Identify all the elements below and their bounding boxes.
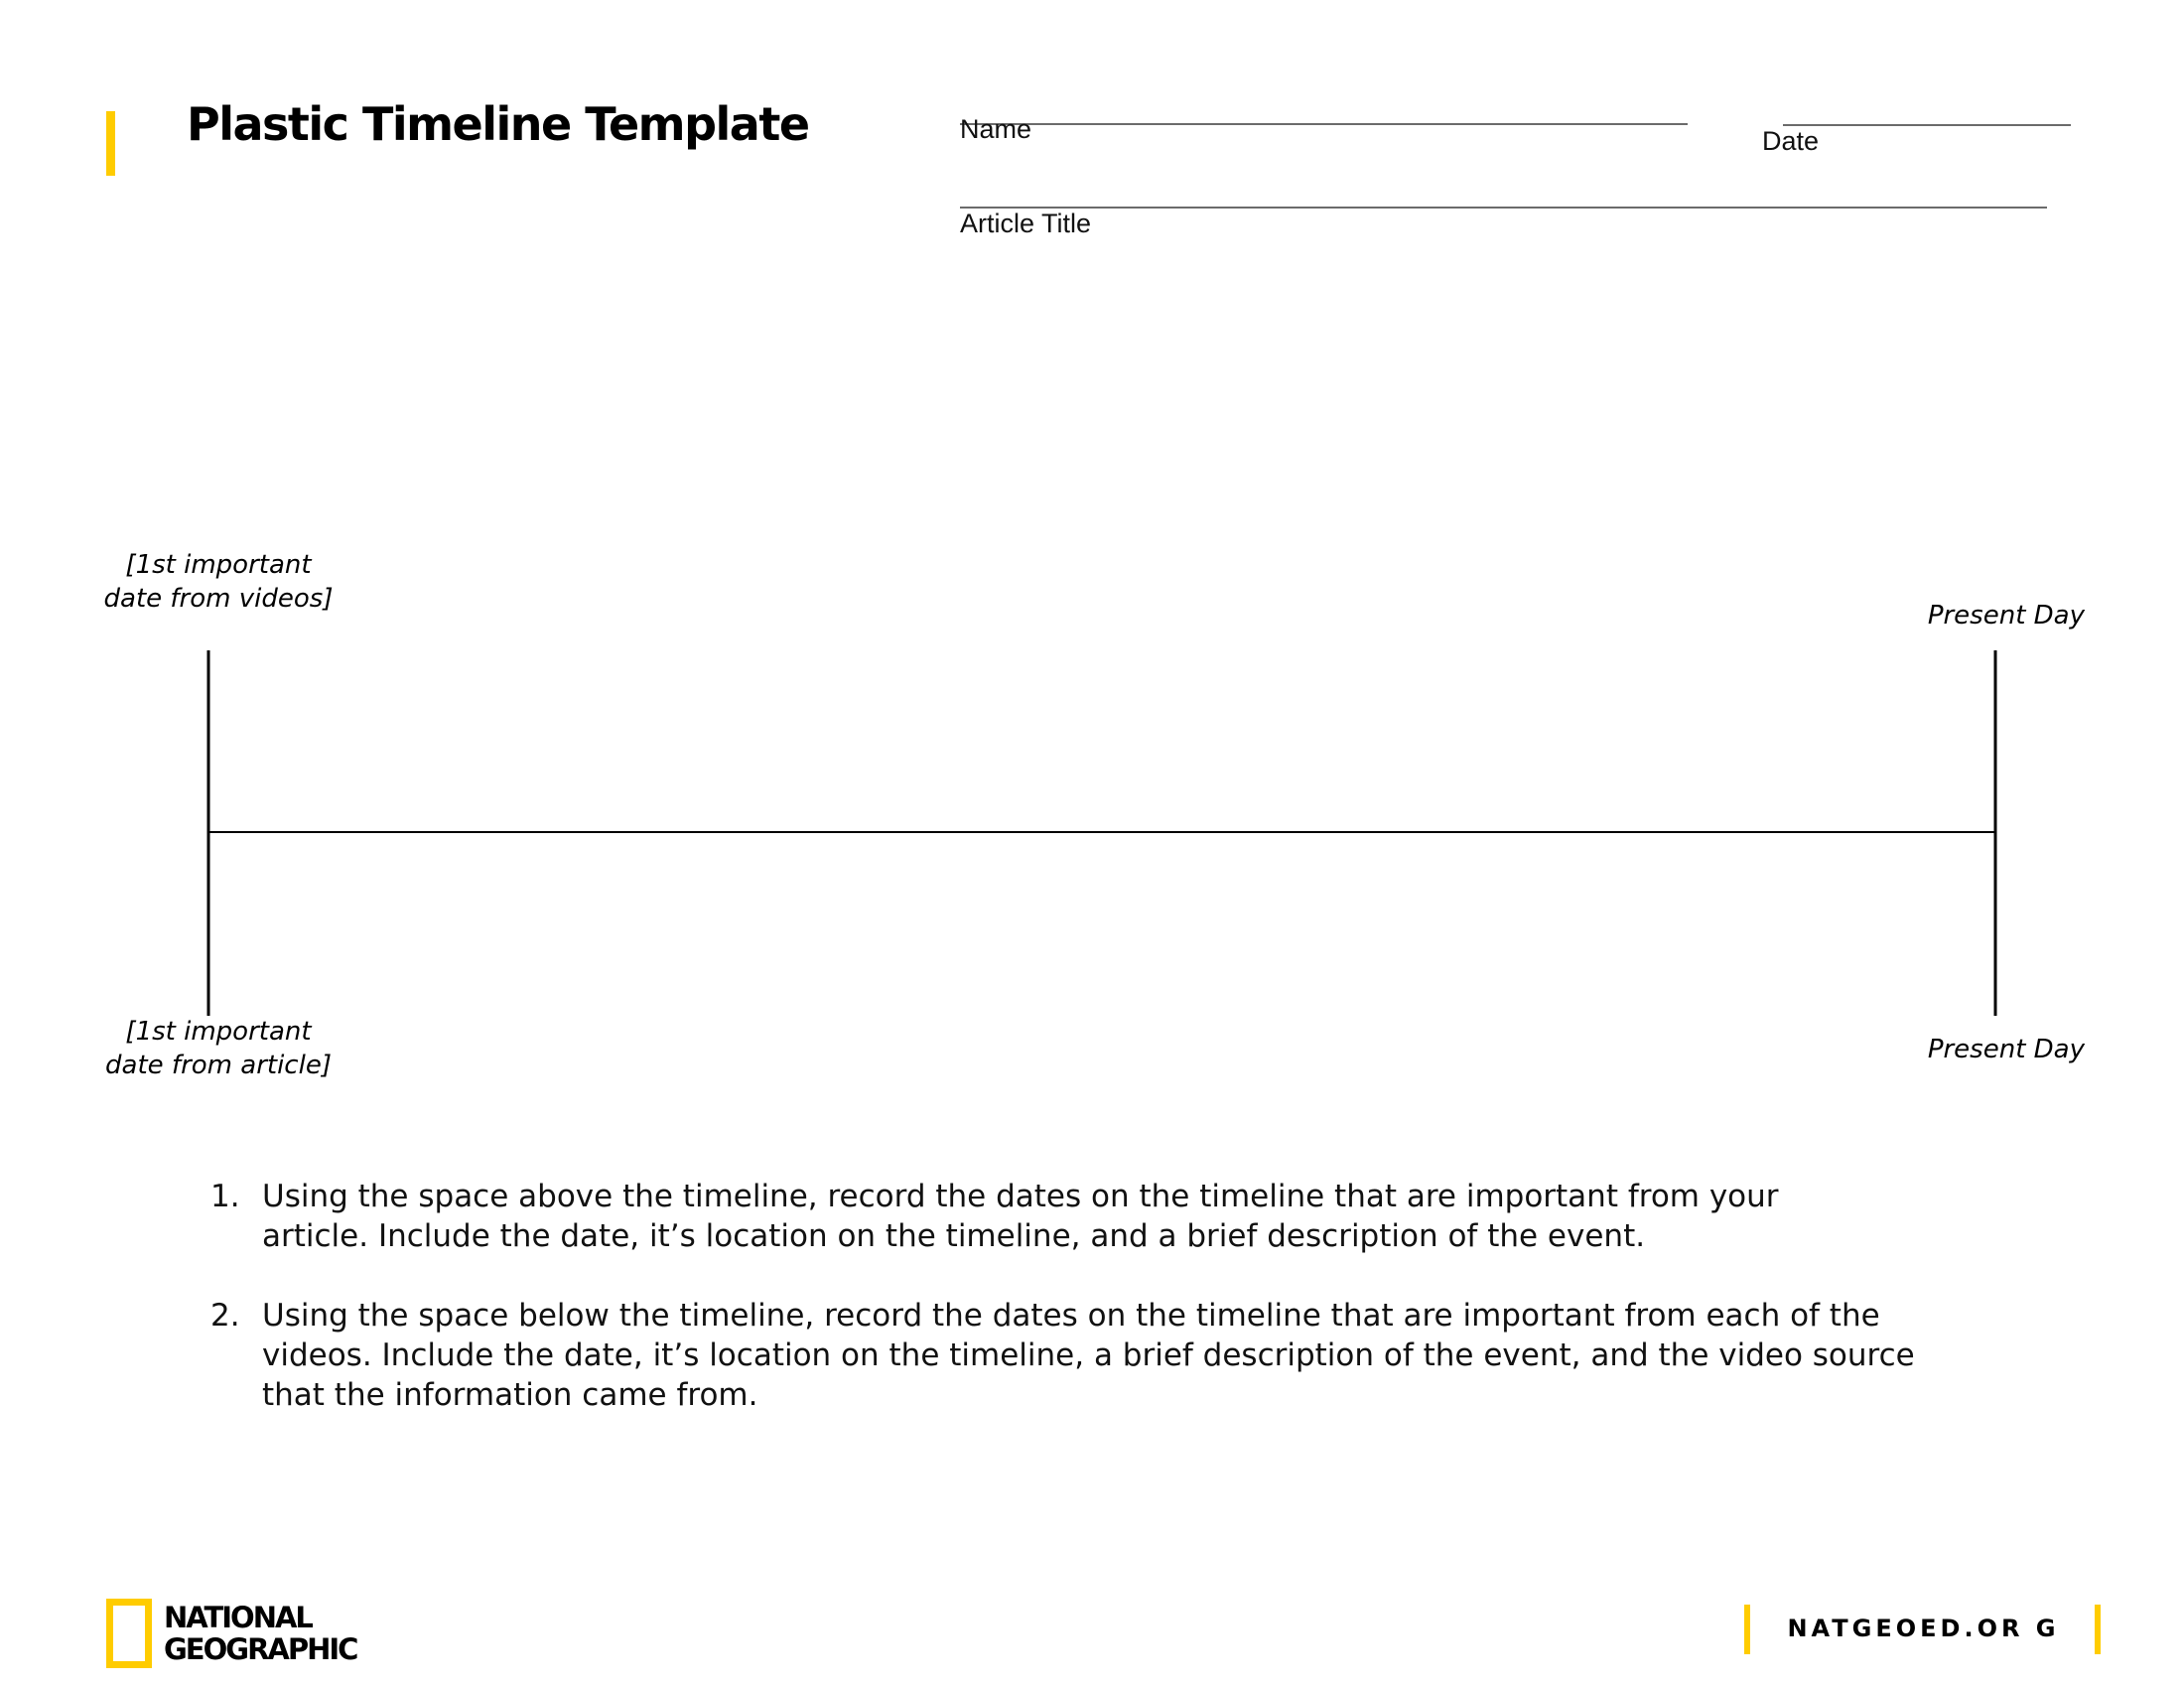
timeline-top-right-label: Present Day <box>1927 601 2085 631</box>
instruction-number: 1. <box>210 1179 240 1214</box>
instruction-line: Using the space above the timeline, record the dates on the timeline that are important from your <box>262 1179 1779 1214</box>
instruction-line: article. Include the date, it’s location on the timeline, and a brief description of the event. <box>262 1218 1646 1254</box>
timeline-bottom-left-label-line-1: [1st important <box>125 1017 312 1047</box>
instruction-line: Using the space below the timeline, record the dates on the timeline that are important from each of the <box>262 1298 1880 1334</box>
instruction-line: videos. Include the date, it’s location on the timeline, a brief description of the event, and the video source <box>262 1337 1915 1373</box>
article-title-field-label: Article Title <box>960 209 1092 238</box>
date-field-label: Date <box>1762 126 1820 156</box>
logo-word-national: NATIONAL <box>164 1601 312 1634</box>
instruction-item <box>199 1177 2035 1256</box>
page-title: Plastic Timeline Template <box>187 97 809 151</box>
instructions-list <box>199 1177 2035 1455</box>
timeline-bottom-left-label-line-2: date from article] <box>105 1051 332 1080</box>
instruction-number: 2. <box>210 1298 240 1334</box>
footer-accent-bar-left <box>1744 1605 1750 1654</box>
site-url-link[interactable]: NATGEOED.OR G <box>1787 1615 2060 1642</box>
national-geographic-logo <box>106 1599 404 1668</box>
timeline-bottom-right-label: Present Day <box>1927 1035 2085 1064</box>
name-field-label: Name <box>960 114 1032 144</box>
instruction-line: that the information came from. <box>262 1377 758 1413</box>
timeline-top-left-label-line-2: date from videos] <box>103 584 334 614</box>
logo-word-geographic: GEOGRAPHIC <box>164 1632 357 1666</box>
instruction-item <box>199 1296 2035 1415</box>
footer-accent-bar-right <box>2095 1605 2101 1654</box>
timeline-top-left-label-line-1: [1st important <box>125 550 312 580</box>
yellow-frame-icon <box>106 1599 152 1668</box>
